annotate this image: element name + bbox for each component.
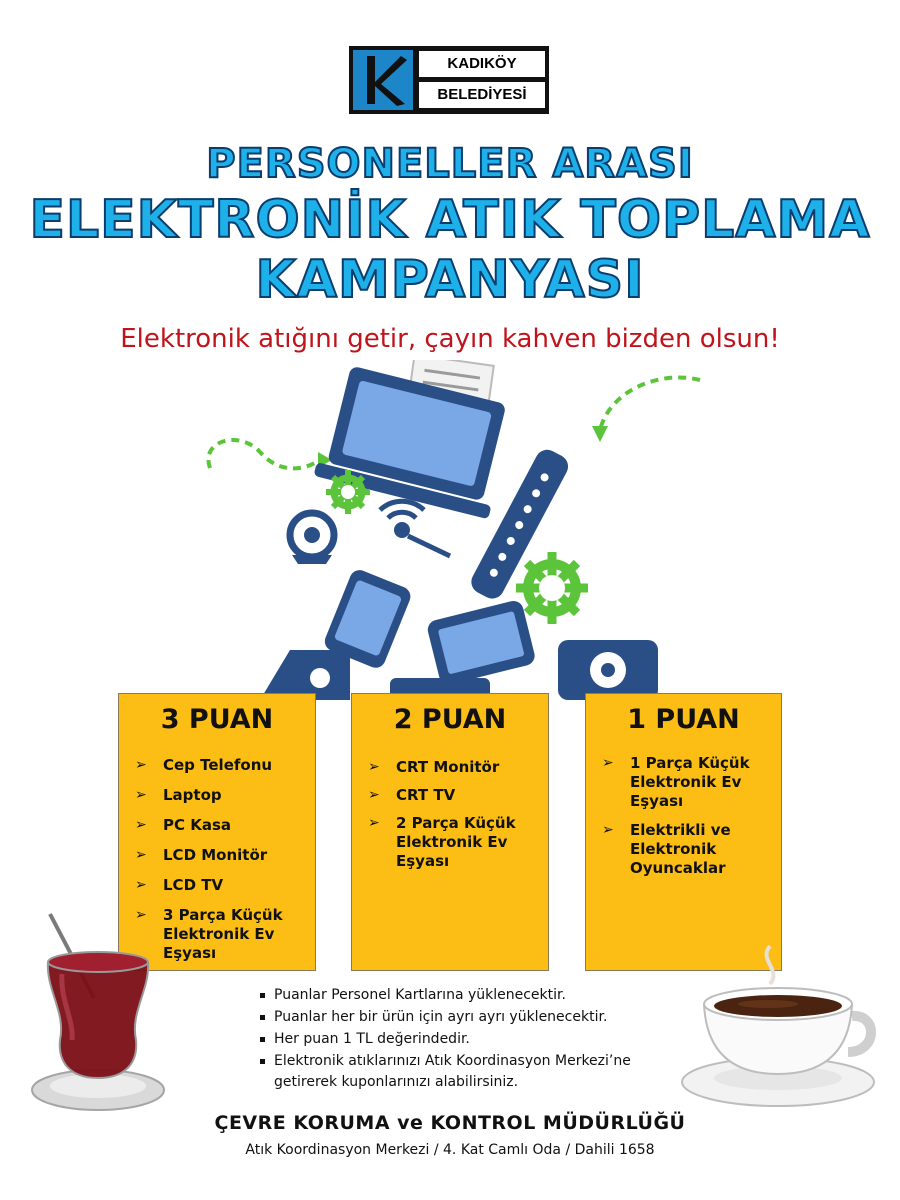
note-item: [258, 1007, 678, 1028]
logo-text-kadikoy: KADIKÖY: [419, 51, 545, 77]
note-text: Puanlar Personel Kartlarına yüklenecektir.: [274, 987, 566, 1003]
logo-text-belediyesi: BELEDİYESİ: [419, 82, 545, 108]
title-line-1: PERSONELLER ARASI: [206, 141, 694, 187]
item-text: CRT Monitör: [396, 758, 500, 776]
arrow-bullet-icon: ➢: [602, 755, 614, 771]
points-box-1: [585, 693, 782, 971]
list-item: [366, 814, 542, 871]
item-list: [600, 754, 775, 888]
item-text: CRT TV: [396, 786, 456, 804]
list-item: [133, 876, 309, 895]
title-line-3: KAMPANYASI: [255, 250, 645, 310]
note-item: [258, 1029, 678, 1050]
arrow-bullet-icon: ➢: [135, 757, 147, 773]
tagline: Elektronik atığını getir, çayın kahven bizden olsun!: [120, 324, 780, 354]
coffee-cup-icon: [678, 940, 878, 1110]
list-item: [133, 756, 309, 775]
list-item: [600, 821, 775, 878]
item-text: 3 Parça Küçük Elektronik Ev Eşyası: [163, 906, 283, 962]
item-list: [366, 758, 542, 880]
arrow-bullet-icon: ➢: [135, 877, 147, 893]
item-text: Elektrikli ve Elektronik Oyuncaklar: [630, 821, 731, 877]
points-box-2: [351, 693, 549, 971]
list-item: [366, 786, 542, 805]
list-item: [600, 754, 775, 811]
box-heading: 3 PUAN: [160, 704, 274, 735]
arrow-bullet-icon: ➢: [135, 907, 147, 923]
list-item: [133, 846, 309, 865]
note-item: [258, 1051, 678, 1093]
tea-glass-icon: [28, 900, 178, 1112]
square-bullet-icon: [260, 1037, 265, 1042]
arrow-bullet-icon: ➢: [368, 759, 380, 775]
item-text: Cep Telefonu: [163, 756, 273, 774]
item-text: PC Kasa: [163, 816, 232, 834]
e-waste-illustration: [140, 360, 780, 700]
list-item: [133, 786, 309, 805]
logo-k-icon: [353, 50, 413, 110]
note-text: Her puan 1 TL değerindedir.: [274, 1031, 470, 1047]
arrow-bullet-icon: ➢: [135, 817, 147, 833]
square-bullet-icon: [260, 1015, 265, 1020]
square-bullet-icon: [260, 993, 265, 998]
department-name: ÇEVRE KORUMA ve KONTROL MÜDÜRLÜĞÜ: [214, 1112, 686, 1134]
item-text: Laptop: [163, 786, 222, 804]
note-text: Elektronik atıklarınızı Atık Koordinasyon Merkezi’ne getirerek kuponlarınızı alabilirsiniz.: [274, 1053, 631, 1090]
arrow-bullet-icon: ➢: [135, 847, 147, 863]
note-text: Puanlar her bir ürün için ayrı ayrı yüklenecektir.: [274, 1009, 608, 1025]
note-item: [258, 985, 678, 1006]
kadikoy-logo: [349, 46, 549, 114]
arrow-bullet-icon: ➢: [135, 787, 147, 803]
item-text: LCD TV: [163, 876, 224, 894]
box-heading: 2 PUAN: [393, 704, 507, 735]
arrow-bullet-icon: ➢: [368, 815, 380, 831]
item-text: 1 Parça Küçük Elektronik Ev Eşyası: [630, 754, 750, 810]
arrow-bullet-icon: ➢: [602, 822, 614, 838]
list-item: [133, 816, 309, 835]
arrow-bullet-icon: ➢: [368, 787, 380, 803]
box-heading: 1 PUAN: [627, 704, 740, 735]
item-text: LCD Monitör: [163, 846, 268, 864]
item-text: 2 Parça Küçük Elektronik Ev Eşyası: [396, 814, 516, 870]
square-bullet-icon: [260, 1059, 265, 1064]
address-line: Atık Koordinasyon Merkezi / 4. Kat Camlı Oda / Dahili 1658: [245, 1142, 655, 1158]
title-line-2: ELEKTRONİK ATIK TOPLAMA: [29, 190, 871, 250]
list-item: [366, 758, 542, 777]
notes-list: [258, 985, 678, 1094]
